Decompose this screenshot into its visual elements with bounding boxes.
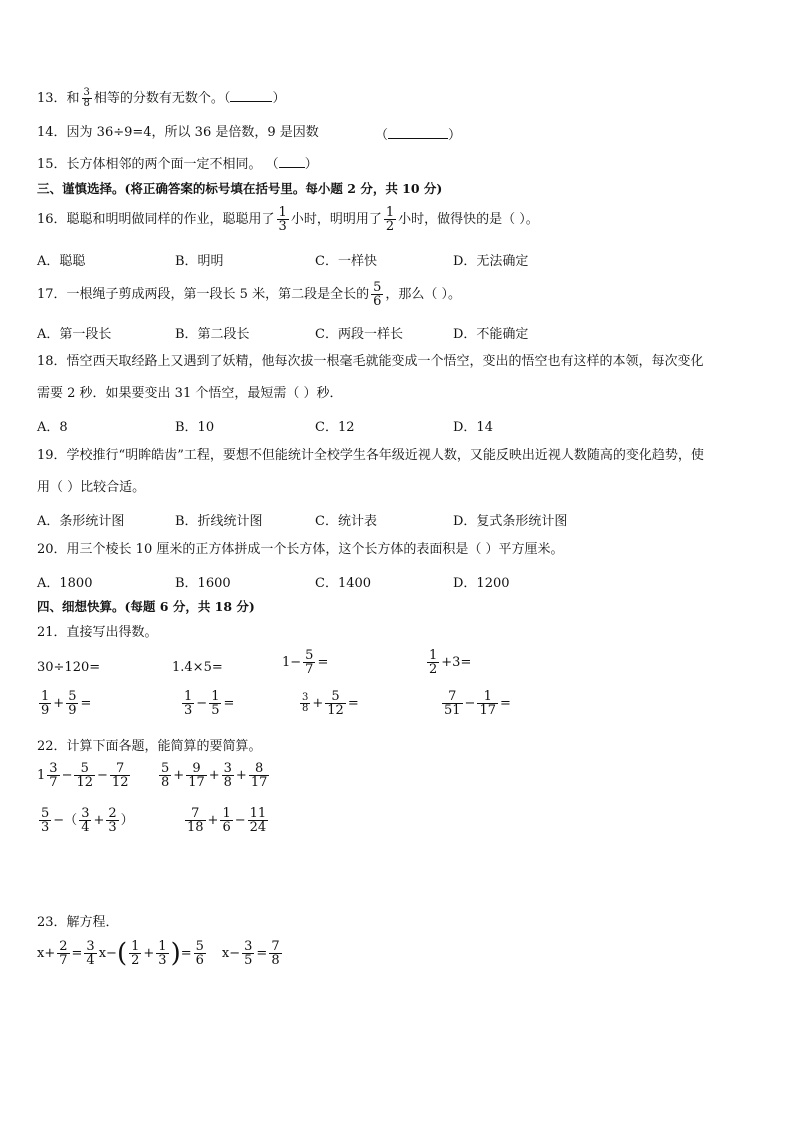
question-16: 16．聪聪和明明做同样的作业，聪聪用了 $\frac{1}{3}$ 小时，明明用了 $\frac{1}{2}$ 小时，做得快的是（ ）。 bbox=[37, 205, 539, 234]
question-18-line2: 需要 2 秒．如果要变出 31 个悟空，最短需（ ）秒． bbox=[37, 386, 343, 401]
option-a[interactable]: A．8 bbox=[37, 420, 68, 435]
expr-8: $\frac{7}{51}$ − $\frac{1}{17}$ = bbox=[444, 689, 511, 718]
option-a[interactable]: A．聪聪 bbox=[37, 254, 86, 269]
expr-3: 1− $\frac{5}{7}$ = bbox=[282, 648, 329, 677]
calc-b: $\frac{5}{8}$ + $\frac{9}{17}$ + $\frac{3}{8}$ + $\frac{8}{17}$ bbox=[161, 761, 268, 790]
option-b[interactable]: B．10 bbox=[175, 420, 215, 435]
q13-text: 相等的分数有无数个。（ bbox=[93, 91, 231, 106]
question-19-line2: 用（ ）比较合适。 bbox=[37, 480, 146, 495]
option-c[interactable]: C．一样快 bbox=[315, 254, 377, 269]
option-c[interactable]: C．12 bbox=[315, 420, 355, 435]
q14-text: 14．因为 36÷9=4，所以 36 是倍数，9 是因数 bbox=[37, 125, 319, 140]
option-b[interactable]: B．明明 bbox=[175, 254, 224, 269]
option-a[interactable]: A．条形统计图 bbox=[37, 514, 125, 529]
expr-6: $\frac{1}{3}$ − $\frac{1}{5}$ = bbox=[184, 689, 235, 718]
q14-answer: （ ） bbox=[375, 128, 462, 143]
question-17: 17．一根绳子剪成两段，第一段长 5 米，第二段是全长的 $\frac{5}{6}$ ，那么（ ）。 bbox=[37, 280, 461, 309]
option-c[interactable]: C．1400 bbox=[315, 576, 372, 591]
fraction: $\frac{5}{6}$ bbox=[373, 280, 382, 309]
expr-4: $\frac{1}{2}$ +3= bbox=[429, 648, 472, 677]
calc-a: 1 $\frac{3}{7}$ − $\frac{5}{12}$ − $\frac{7}{12}$ bbox=[37, 761, 129, 790]
answer-blank[interactable] bbox=[388, 126, 448, 139]
option-a[interactable]: A．1800 bbox=[37, 576, 93, 591]
option-b[interactable]: B．1600 bbox=[175, 576, 231, 591]
expr-5: $\frac{1}{9}$ + $\frac{5}{9}$ = bbox=[41, 689, 92, 718]
question-22-title: 22．计算下面各题，能简算的要简算。 bbox=[37, 739, 262, 754]
expr-1: 30÷120= bbox=[37, 660, 101, 675]
equation-row: x+ $\frac{2}{7}$ = $\frac{3}{4}$ x−( $\frac{1}{2}$ + $\frac{1}{3}$ )= $\frac{5}{6}$ x− $\frac{3}{5}$ = $\frac{7}{8}$ bbox=[37, 938, 280, 969]
answer-blank[interactable] bbox=[279, 155, 305, 168]
option-d[interactable]: D．1200 bbox=[453, 576, 510, 591]
option-b[interactable]: B．第二段长 bbox=[175, 327, 250, 342]
q13-number: 13．和 bbox=[37, 91, 80, 106]
q15-text: 15．长方体相邻的两个面一定不相同。 （ bbox=[37, 157, 279, 172]
question-18-line1: 18．悟空西天取经路上又遇到了妖精，他每次拔一根毫毛就能变成一个悟空，变出的悟空也有这样的本领，每次变化 bbox=[37, 354, 704, 369]
question-15: 15．长方体相邻的两个面一定不相同。 （ ） bbox=[37, 157, 318, 172]
option-c[interactable]: C．统计表 bbox=[315, 514, 377, 529]
question-20: 20．用三个棱长 10 厘米的正方体拼成一个长方体，这个长方体的表面积是（ ）平方厘米。 bbox=[37, 542, 564, 557]
question-23-title: 23．解方程． bbox=[37, 915, 119, 930]
option-a[interactable]: A．第一段长 bbox=[37, 327, 112, 342]
calc-c: $\frac{5}{3}$ −（ $\frac{3}{4}$ + $\frac{2}{3}$ ） bbox=[41, 806, 134, 835]
question-19-line1: 19．学校推行“明眸皓齿”工程，要想不但能统计全校学生各年级近视人数，又能反映出近视人数随高的变化趋势，使 bbox=[37, 448, 704, 463]
option-d[interactable]: D．无法确定 bbox=[453, 254, 529, 269]
option-d[interactable]: D．不能确定 bbox=[453, 327, 529, 342]
fraction: $\frac{3}{8}$ bbox=[83, 87, 90, 109]
question-14 bbox=[37, 124, 319, 142]
option-b[interactable]: B．折线统计图 bbox=[175, 514, 263, 529]
answer-blank[interactable] bbox=[230, 89, 272, 102]
question-13: 13．和 $\frac{3}{8}$ 相等的分数有无数个。（ ） bbox=[37, 87, 286, 109]
question-21-title: 21．直接写出得数。 bbox=[37, 625, 158, 640]
expr-2: 1.4×5= bbox=[172, 660, 223, 675]
option-c[interactable]: C．两段一样长 bbox=[315, 327, 403, 342]
fraction: $\frac{1}{3}$ bbox=[278, 205, 287, 234]
calc-d: $\frac{7}{18}$ + $\frac{1}{6}$ − $\frac{11}{24}$ bbox=[187, 806, 267, 835]
expr-7: $\frac{3}{8}$ + $\frac{5}{12}$ = bbox=[302, 689, 359, 718]
section-4-heading: 四、细想快算。(每题 6 分，共 18 分) bbox=[37, 599, 255, 614]
option-d[interactable]: D．14 bbox=[453, 420, 493, 435]
option-d[interactable]: D．复式条形统计图 bbox=[453, 514, 568, 529]
section-3-heading: 三、谨慎选择。(将正确答案的标号填在括号里。每小题 2 分，共 10 分) bbox=[37, 181, 443, 196]
fraction: $\frac{1}{2}$ bbox=[385, 205, 395, 234]
